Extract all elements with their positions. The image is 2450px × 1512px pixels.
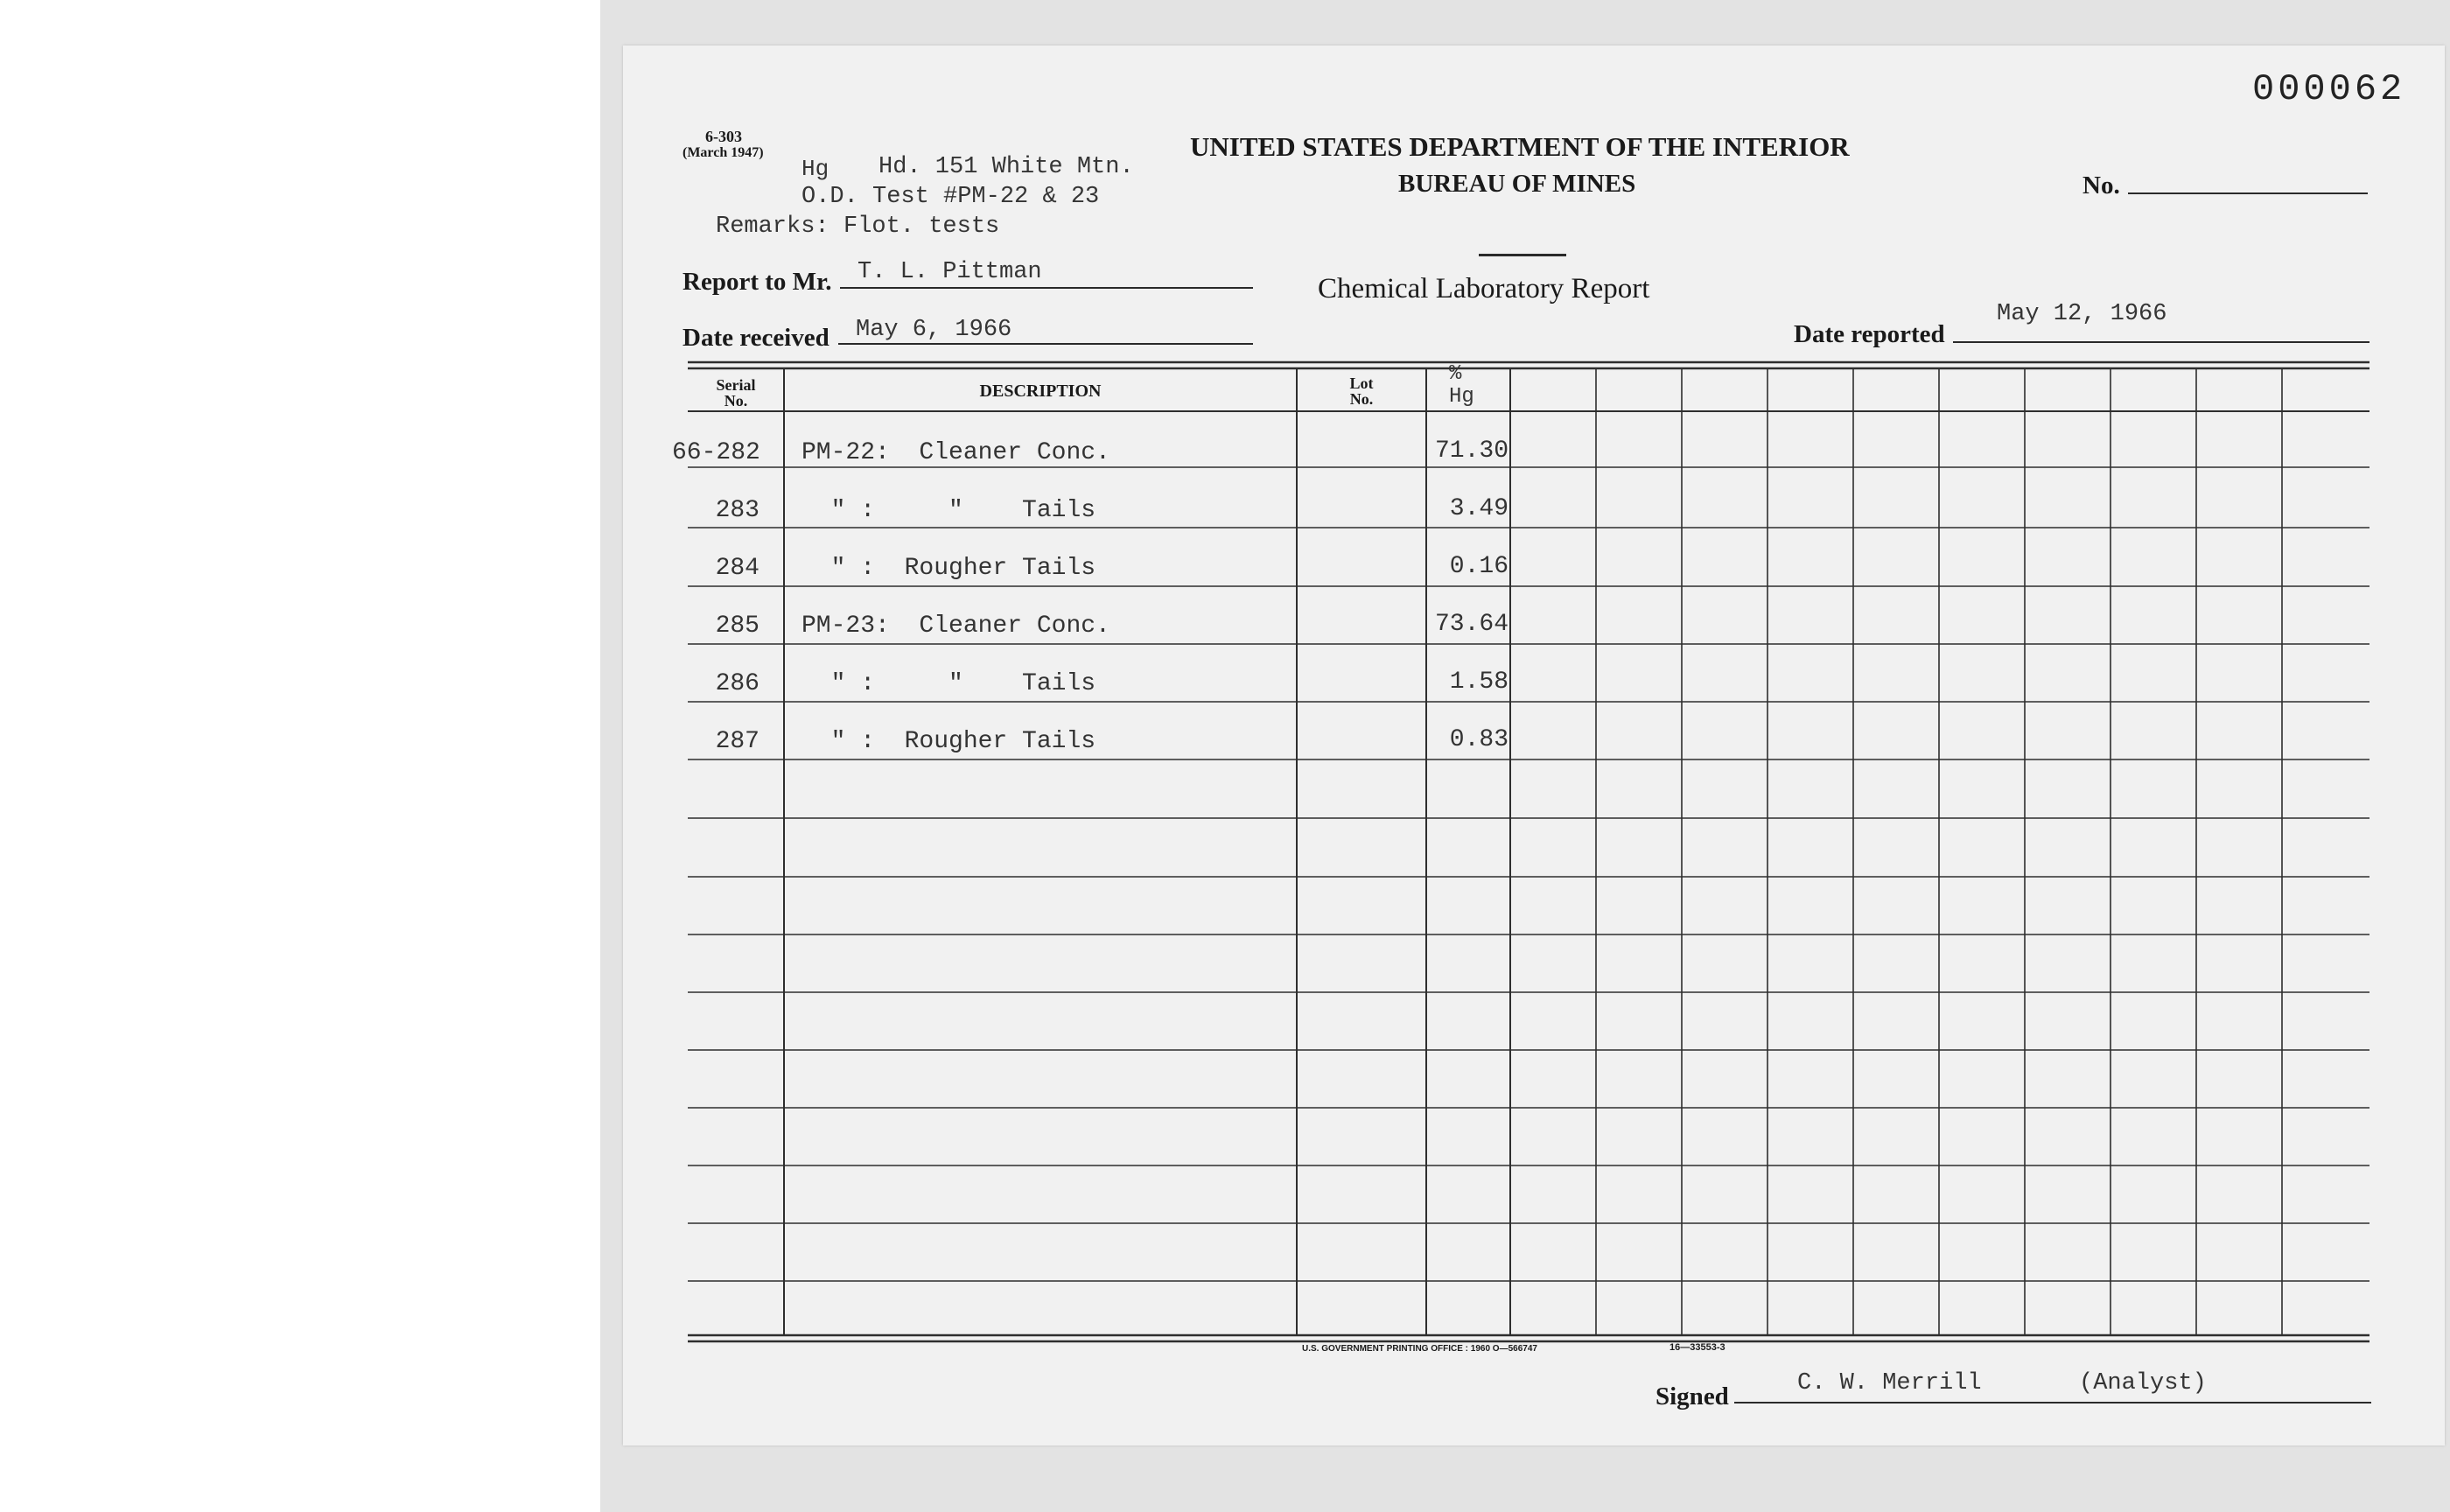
bureau-heading: BUREAU OF MINES xyxy=(1398,170,1636,198)
date-reported-value: May 12, 1966 xyxy=(1997,301,2167,327)
test-reference-note: O.D. Test #PM-22 & 23 xyxy=(802,184,1100,210)
serial-cell: 285 xyxy=(715,612,760,640)
date-received-label: Date received xyxy=(682,324,830,352)
description-cell: " : " Tails xyxy=(802,670,1096,697)
serial-cell: 66-282 xyxy=(672,439,760,466)
description-cell: PM-23: Cleaner Conc. xyxy=(802,612,1110,640)
pct-hg-cell: 0.83 xyxy=(1449,726,1508,753)
date-received-value: May 6, 1966 xyxy=(856,317,1012,343)
no-label: No. xyxy=(2082,172,2120,200)
form-number: 6-303 xyxy=(705,128,742,145)
element-note: Hg xyxy=(802,156,830,182)
pct-hg-cell: 0.16 xyxy=(1449,553,1508,580)
serial-cell: 286 xyxy=(715,670,760,697)
report-title: Chemical Laboratory Report xyxy=(1318,273,1650,304)
serial-cell: 287 xyxy=(715,728,760,755)
signature-underline xyxy=(1734,1402,2371,1404)
serial-cell: 283 xyxy=(715,497,760,524)
pct-hg-cell: 1.58 xyxy=(1449,668,1508,696)
signed-value: C. W. Merrill xyxy=(1797,1370,1982,1396)
pct-hg-cell: 71.30 xyxy=(1434,438,1508,465)
report-to-value: T. L. Pittman xyxy=(858,259,1042,285)
description-cell: " : Rougher Tails xyxy=(802,728,1096,755)
department-heading: UNITED STATES DEPARTMENT OF THE INTERIOR xyxy=(1190,131,1850,162)
serial-cell: 284 xyxy=(715,555,760,582)
date-reported-label: Date reported xyxy=(1794,320,1945,348)
description-cell: " : Rougher Tails xyxy=(802,555,1096,582)
remarks-value: Flot. tests xyxy=(844,214,1000,240)
signed-label: Signed xyxy=(1656,1382,1729,1410)
signed-role: (Analyst) xyxy=(2079,1370,2207,1396)
remarks-label: Remarks: xyxy=(716,214,830,240)
printing-office-note: U.S. GOVERNMENT PRINTING OFFICE : 1960 O—566747 xyxy=(1302,1344,1537,1354)
description-cell: PM-22: Cleaner Conc. xyxy=(802,439,1110,466)
lot-header-line1: Lot xyxy=(1349,374,1374,392)
pct-header-line1: % xyxy=(1449,362,1462,386)
location-note: Hd. 151 White Mtn. xyxy=(878,154,1134,180)
pct-header-line2: Hg xyxy=(1449,385,1474,409)
pct-hg-cell: 3.49 xyxy=(1449,495,1508,522)
form-code: 16—33553-3 xyxy=(1670,1342,1726,1353)
description-cell: " : " Tails xyxy=(802,497,1096,524)
form-date: (March 1947) xyxy=(682,145,764,160)
report-to-label: Report to Mr. xyxy=(682,268,832,296)
serial-header-line1: Serial xyxy=(716,376,756,394)
pct-hg-cell: 73.64 xyxy=(1434,611,1508,638)
serial-header-line2: No. xyxy=(724,392,748,410)
description-header: DESCRIPTION xyxy=(979,382,1102,401)
lot-header-line2: No. xyxy=(1349,390,1374,408)
document-number: 000062 xyxy=(2252,68,2406,110)
